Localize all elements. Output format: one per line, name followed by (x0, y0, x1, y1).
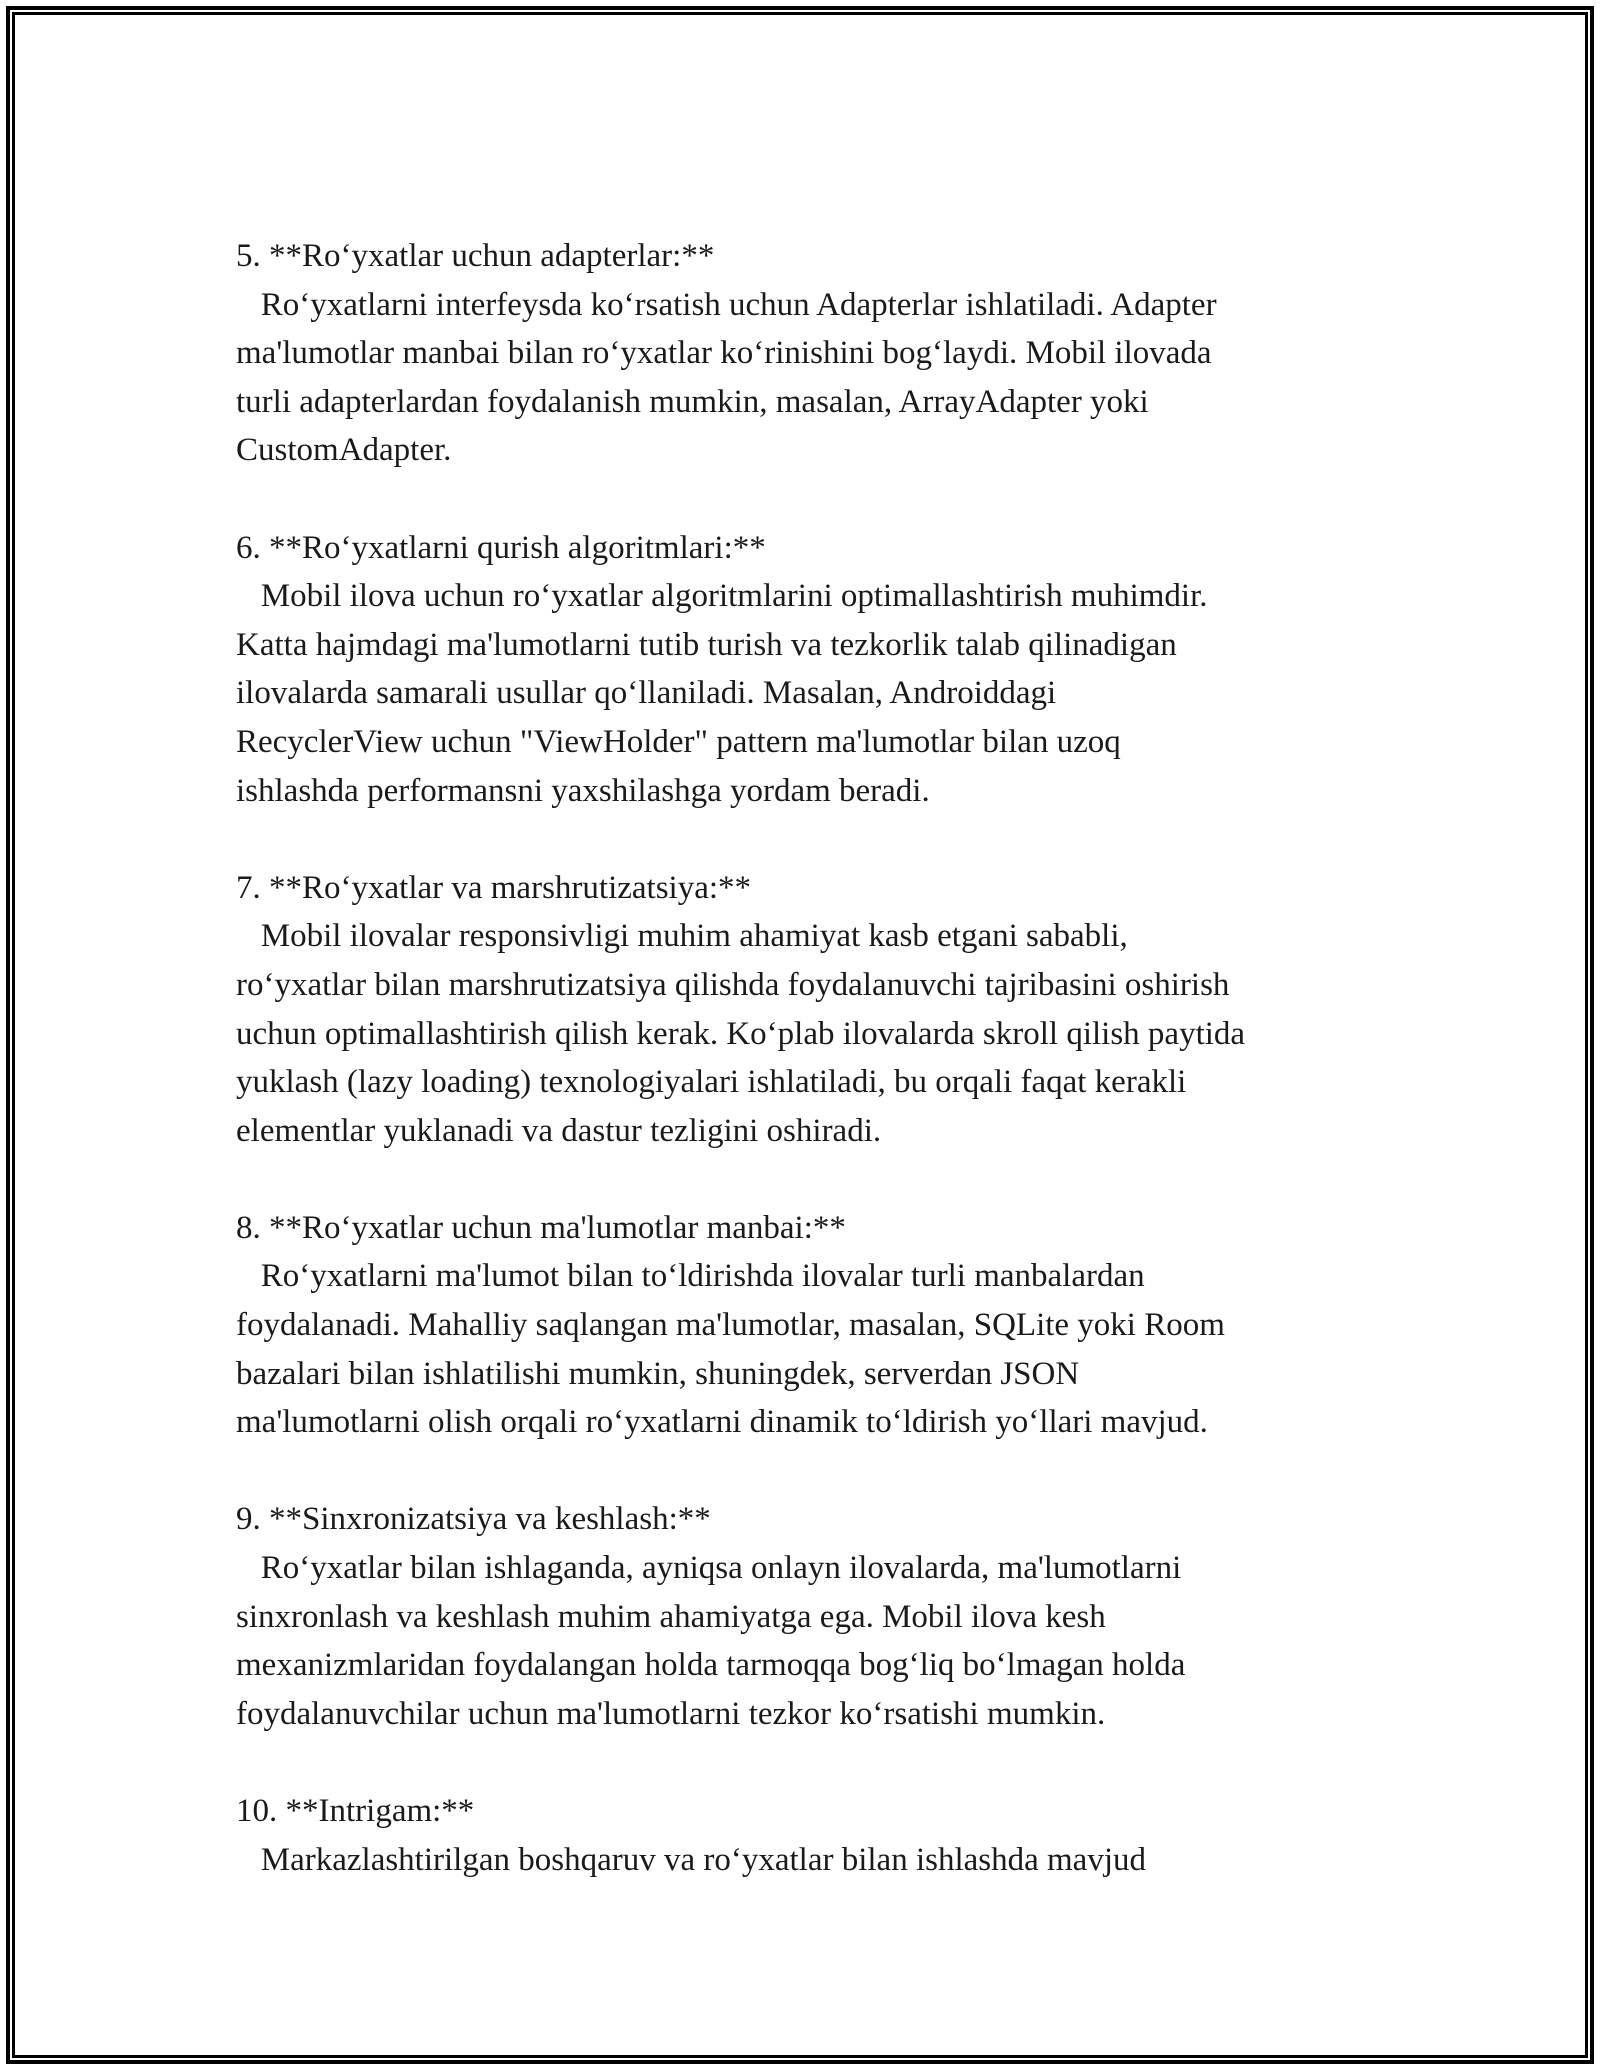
section-6 (236, 524, 1386, 816)
section-10 (236, 1787, 1386, 1884)
section-heading: 6. **Ro‘yxatlarni qurish algoritmlari:** (236, 529, 766, 566)
section-heading: 7. **Ro‘yxatlar va marshrutizatsiya:** (236, 869, 752, 906)
section-7 (236, 864, 1386, 1156)
paragraph-line: ma'lumotlarni olish orqali ro‘yxatlarni dinamik to‘ldirish yo‘llari mavjud. (236, 1404, 1208, 1441)
section-heading: 8. **Ro‘yxatlar uchun ma'lumotlar manbai:** (236, 1209, 846, 1246)
paragraph-line: Ro‘yxatlarni ma'lumot bilan to‘ldirishda ilovalar turli manbalardan (236, 1258, 1145, 1295)
paragraph-line: foydalanuvchilar uchun ma'lumotlarni tezkor ko‘rsatishi mumkin. (236, 1695, 1106, 1732)
paragraph-line: yuklash (lazy loading) texnologiyalari ishlatiladi, bu orqali faqat kerakli (236, 1064, 1187, 1101)
document-body (236, 232, 1386, 1933)
paragraph-line: Ro‘yxatlar bilan ishlaganda, ayniqsa onlayn ilovalarda, ma'lumotlarni (236, 1550, 1182, 1587)
paragraph-line: ro‘yxatlar bilan marshrutizatsiya qilishda foydalanuvchi tajribasini oshirish (236, 966, 1230, 1003)
section-heading: 10. **Intrigam:** (236, 1793, 475, 1829)
paragraph-line: ilovalarda samarali usullar qo‘llaniladi. Masalan, Androiddagi (236, 675, 1057, 712)
paragraph-line: RecyclerView uchun "ViewHolder" pattern ma'lumotlar bilan uzoq (236, 723, 1121, 760)
section-8 (236, 1204, 1386, 1447)
paragraph-line: sinxronlash va keshlash muhim ahamiyatga ega. Mobil ilova kesh (236, 1598, 1106, 1635)
paragraph-line: uchun optimallashtirish qilish kerak. Ko‘plab ilovalarda skroll qilish paytida (236, 1015, 1246, 1052)
paragraph-line: ma'lumotlar manbai bilan ro‘yxatlar ko‘rinishini bog‘laydi. Mobil ilovada (236, 335, 1212, 372)
paragraph-line: Markazlashtirilgan boshqaruv va ro‘yxatlar bilan ishlashda mavjud (236, 1841, 1146, 1878)
paragraph-line: Katta hajmdagi ma'lumotlarni tutib turish va tezkorlik talab qilinadigan (236, 626, 1177, 663)
paragraph-line: CustomAdapter. (236, 432, 452, 469)
paragraph-line: foydalanadi. Mahalliy saqlangan ma'lumotlar, masalan, SQLite yoki Room (236, 1307, 1225, 1344)
paragraph-line: Mobil ilova uchun ro‘yxatlar algoritmlarini optimallashtirish muhimdir. (236, 578, 1208, 615)
paragraph-line: Ro‘yxatlarni interfeysda ko‘rsatish uchun Adapterlar ishlatiladi. Adapter (236, 286, 1217, 323)
section-heading: 5. **Ro‘yxatlar uchun adapterlar:** (236, 238, 715, 274)
paragraph-line: elementlar yuklanadi va dastur tezligini oshiradi. (236, 1112, 882, 1149)
section-9 (236, 1495, 1386, 1738)
paragraph-line: bazalari bilan ishlatilishi mumkin, shuningdek, serverdan JSON (236, 1355, 1080, 1392)
paragraph-line: ishlashda performansni yaxshilashga yordam beradi. (236, 772, 930, 809)
section-heading: 9. **Sinxronizatsiya va keshlash:** (236, 1501, 711, 1538)
paragraph-line: Mobil ilovalar responsivligi muhim ahamiyat kasb etgani sababli, (236, 918, 1128, 955)
paragraph-line: turli adapterlardan foydalanish mumkin, masalan, ArrayAdapter yoki (236, 383, 1149, 420)
paragraph-line: mexanizmlaridan foydalangan holda tarmoqqa bog‘liq bo‘lmagan holda (236, 1647, 1186, 1684)
section-5 (236, 232, 1386, 475)
